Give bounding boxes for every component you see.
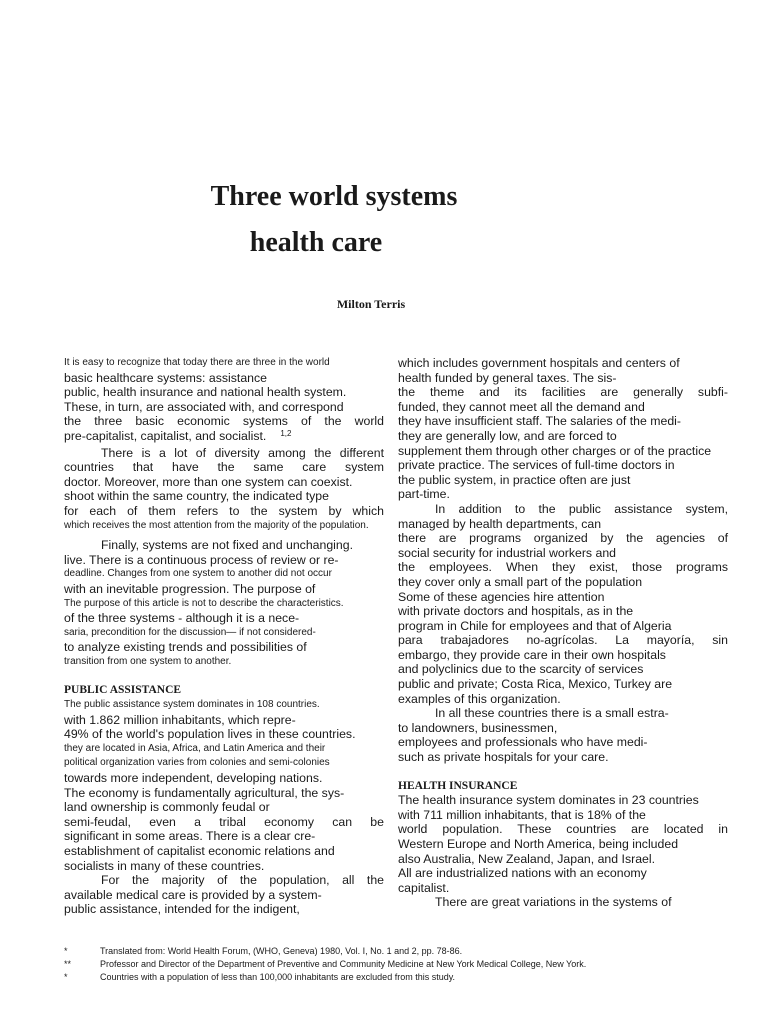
text-line: which receives the most attention from the majority of the population. — [64, 519, 369, 531]
text-line: socialists in many of these countries. — [64, 858, 265, 873]
text-line: they are generally low, and are forced to — [398, 428, 617, 443]
text-line: capitalist. — [398, 880, 450, 895]
text-line: towards more independent, developing nations. — [64, 771, 323, 786]
text-line: the employees. When they exist, those programs — [398, 560, 728, 575]
text-line: Western Europe and North America, being included — [398, 837, 679, 851]
text-line: to landowners, businessmen, — [398, 720, 558, 735]
text-line: with private doctors and hospitals, as in the — [398, 604, 634, 619]
footnote — [64, 945, 744, 958]
text-line: such as private hospitals for your care. — [398, 750, 609, 765]
text-line: land ownership is commonly feudal or — [64, 800, 270, 815]
text-line: The economy is fundamentally agricultural, the sys- — [64, 785, 345, 800]
text-line: examples of this organization. — [398, 691, 561, 706]
text-span: pre-capitalist, capitalist, and socialist. — [64, 428, 267, 443]
text-line: with 711 million inhabitants, that is 18% of the — [398, 807, 646, 822]
footnote-mark: * — [64, 946, 68, 956]
text-line: public and private; Costa Rica, Mexico, Turkey are — [398, 677, 673, 692]
text-line: there are programs organized by the agencies of — [398, 531, 728, 546]
text-line: basic healthcare systems: assistance — [64, 370, 267, 385]
text-line: In all these countries there is a small estra- — [435, 706, 669, 721]
section-heading-public-assistance: PUBLIC ASSISTANCE — [64, 684, 182, 697]
text-line: para trabajadores no-agrícolas. La mayoría, sin — [398, 633, 728, 648]
text-line: which includes government hospitals and centers of — [398, 356, 680, 370]
text-line: doctor. Moreover, more than one system can coexist. — [64, 474, 353, 489]
text-line: for each of them refers to the system by which — [64, 503, 384, 518]
text-line: The purpose of this article is not to describe the characteristics. — [64, 597, 344, 609]
text-line: private practice. The services of full-time doctors in — [398, 458, 675, 473]
text-line: In addition to the public assistance system, — [435, 501, 728, 516]
text-line: For the majority of the population, all the — [101, 873, 384, 888]
text-line: establishment of capitalist economic relations and — [64, 844, 335, 858]
text-line: to analyze existing trends and possibilities of — [64, 640, 307, 655]
footnote — [64, 958, 744, 971]
text-line: available medical care is provided by a system- — [64, 887, 322, 902]
text-line — [64, 429, 384, 446]
citation-superscript: 1,2 — [280, 428, 292, 438]
text-line: they are located in Asia, Africa, and Latin America and their — [64, 742, 326, 754]
text-line: Finally, systems are not fixed and unchanging. — [101, 538, 353, 553]
footnote-mark: * — [64, 972, 68, 982]
text-line: These, in turn, are associated with, and correspond — [64, 399, 344, 414]
text-line: countries that have the same care system — [64, 460, 384, 475]
text-line: embargo, they provide care in their own hospitals — [398, 647, 666, 662]
footnote-text: Professor and Director of the Department of Preventive and Community Medicine at New York Medical College, New York. — [100, 959, 587, 969]
author-name: Milton Terris — [336, 297, 406, 311]
text-line: they have insufficient staff. The salaries of the medi- — [398, 414, 681, 429]
text-line: deadline. Changes from one system to another did not occur — [64, 568, 332, 580]
text-line: The health insurance system dominates in 23 countries — [398, 793, 699, 808]
left-column — [64, 356, 384, 917]
text-line: the three basic economic systems of the world — [64, 414, 384, 429]
footnote-mark: ** — [64, 959, 72, 969]
text-line: employees and professionals who have medi- — [398, 735, 648, 750]
title-line-2: health care — [249, 227, 383, 258]
text-line: There is a lot of diversity among the different — [101, 445, 384, 460]
text-line: public assistance, intended for the indigent, — [64, 902, 300, 917]
text-line: semi-feudal, even a tribal economy can be — [64, 814, 384, 829]
text-line: program in Chile for employees and that of Algeria — [398, 618, 672, 633]
text-line: world population. These countries are located in — [398, 822, 728, 837]
footnote-text: Countries with a population of less than 100,000 inhabitants are excluded from this study. — [100, 972, 456, 982]
text-line: the theme and its facilities are generally subfi- — [398, 385, 728, 400]
footnotes — [64, 945, 744, 984]
text-line: shoot within the same country, the indicated type — [64, 489, 329, 504]
text-line: live. There is a continuous process of review or re- — [64, 552, 339, 567]
footnote — [64, 971, 744, 984]
footnote-text: Translated from: World Health Forum, (WHO, Geneva) 1980, Vol. I, No. 1 and 2, pp. 78-86. — [100, 946, 463, 956]
text-line: political organization varies from colonies and semi-colonies — [64, 757, 330, 769]
text-line: Some of these agencies hire attention — [398, 589, 605, 604]
text-line: health funded by general taxes. The sis- — [398, 370, 617, 385]
text-line: of the three systems - although it is a nece- — [64, 611, 300, 626]
text-line: the public system, in practice often are just — [398, 472, 631, 487]
section-heading-health-insurance: HEALTH INSURANCE — [398, 779, 518, 792]
right-column — [398, 356, 728, 910]
title-line-1: Three world systems — [210, 181, 458, 212]
text-line: funded, they cannot meet all the demand and — [398, 399, 645, 414]
text-line: transition from one system to another. — [64, 655, 232, 667]
text-line: There are great variations in the systems of — [435, 895, 672, 910]
text-line: social security for industrial workers and — [398, 545, 617, 560]
text-line: also Australia, New Zealand, Japan, and Israel. — [398, 851, 656, 866]
text-line: managed by health departments, can — [398, 516, 602, 531]
text-line: they cover only a small part of the population — [398, 574, 643, 589]
text-line: supplement them through other charges or of the practice — [398, 443, 712, 458]
text-line: The public assistance system dominates in 108 countries. — [64, 699, 320, 711]
text-line: with an inevitable progression. The purpose of — [64, 581, 316, 596]
text-line: part-time. — [398, 487, 450, 502]
text-line: and polyclinics due to the scarcity of services — [398, 662, 644, 677]
text-line: All are industrialized nations with an economy — [398, 866, 647, 881]
text-line: significant in some areas. There is a clear cre- — [64, 829, 316, 844]
text-line: with 1.862 million inhabitants, which repre- — [64, 712, 296, 727]
text-line: public, health insurance and national health system. — [64, 385, 347, 400]
text-line: saria, precondition for the discussion— if not considered- — [64, 626, 316, 638]
text-line: It is easy to recognize that today there are three in the world — [64, 357, 330, 368]
text-line: 49% of the world's population lives in these countries. — [64, 727, 356, 742]
